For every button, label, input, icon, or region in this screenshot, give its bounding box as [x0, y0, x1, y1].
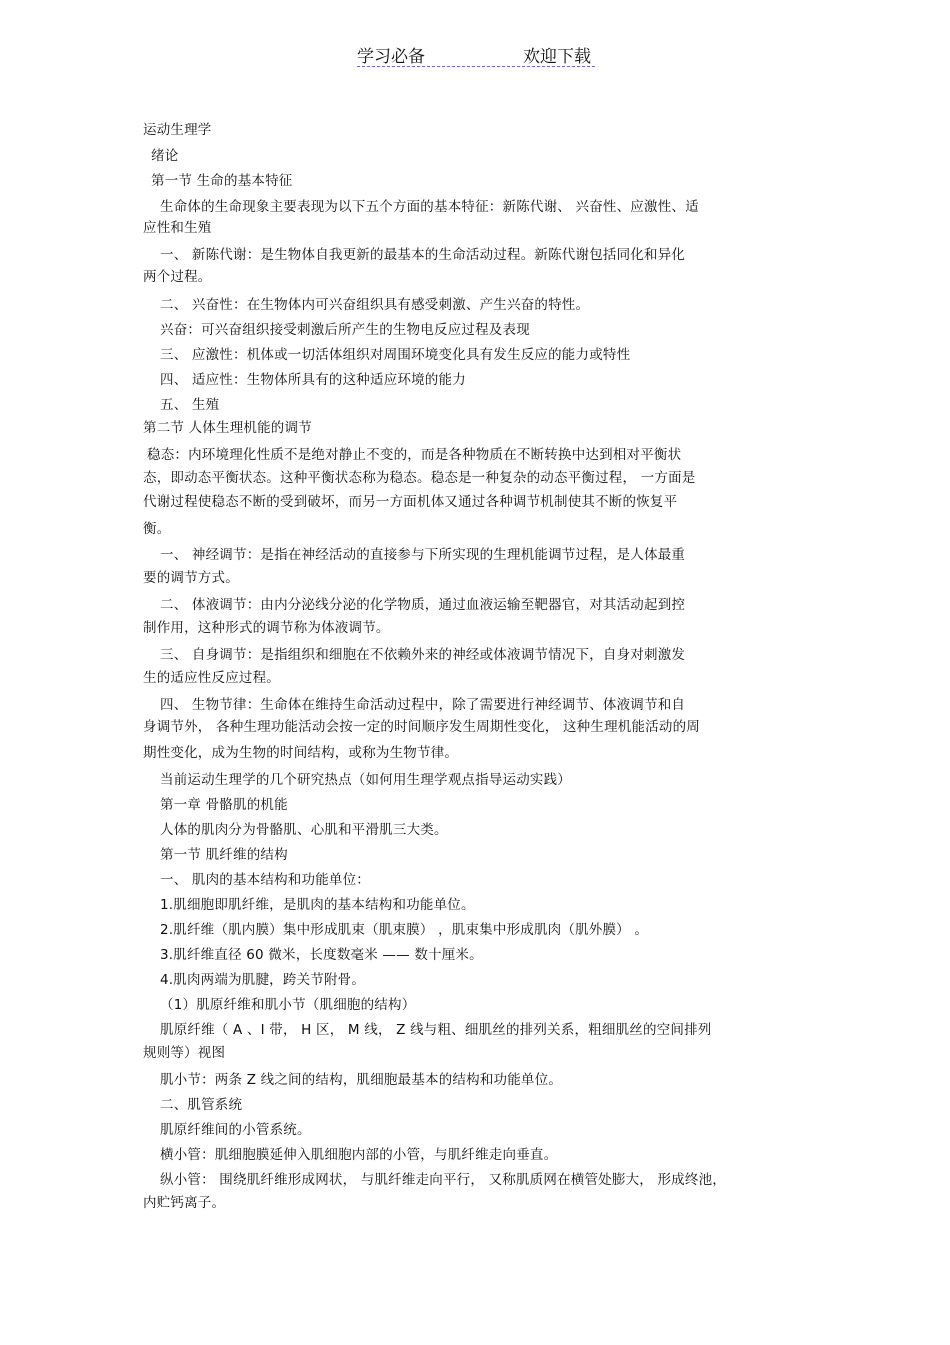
text-line: 内贮钙离子。 [143, 1195, 226, 1211]
text-line: 一、 肌肉的基本结构和功能单位： [160, 872, 370, 888]
text-line: 一、 神经调节：是指在神经活动的直接参与下所实现的生理机能调节过程，是人体最重 [160, 547, 686, 563]
text-line: 肌原纤维间的小管系统。 [160, 1122, 311, 1138]
text-line: 五、 生殖 [160, 397, 220, 413]
text-line: 四、 生物节律：生命体在维持生命活动过程中，除了需要进行神经调节、体液调节和自 [160, 697, 686, 713]
header-left-text: 学习必备 [357, 47, 425, 67]
text-line: 一、 新陈代谢：是生物体自我更新的最基本的生命活动过程。新陈代谢包括同化和异化 [160, 247, 686, 263]
text-line: 生的适应性反应过程。 [143, 670, 280, 686]
text-line: 衡。 [143, 521, 171, 537]
text-line: 纵小管： 围绕肌纤维形成网状， 与肌纤维走向平行， 又称肌质网在横管处膨大， 形成终池， [160, 1172, 726, 1188]
section-heading: 第一节 肌纤维的结构 [160, 847, 288, 863]
text-line: 肌小节：两条 Z 线之间的结构，肌细胞最基本的结构和功能单位。 [160, 1072, 563, 1088]
text-line: 三、 自身调节：是指组织和细胞在不依赖外来的神经或体液调节情况下，自身对刺激发 [160, 647, 686, 663]
text-line: 4.肌肉两端为肌腱，跨关节附骨。 [160, 972, 366, 988]
text-line: （1）肌原纤维和肌小节（肌细胞的结构） [160, 997, 416, 1013]
text-line: 四、 适应性：生物体所具有的这种适应环境的能力 [160, 372, 466, 388]
text-line: 要的调节方式。 [143, 570, 239, 586]
text-line: 3.肌纤维直径 60 微米，长度数毫米 —— 数十厘米。 [160, 947, 483, 963]
text-line: 横小管：肌细胞膜延伸入肌细胞内部的小管，与肌纤维走向垂直。 [160, 1147, 558, 1163]
section-heading: 第一节 生命的基本特征 [151, 173, 293, 189]
text-line: 人体的肌肉分为骨骼肌、心肌和平滑肌三大类。 [160, 822, 448, 838]
text-line: 生命体的生命现象主要表现为以下五个方面的基本特征：新陈代谢、 兴奋性、应激性、适 [160, 199, 699, 215]
section-heading: 绪论 [151, 148, 179, 164]
text-line: 当前运动生理学的几个研究热点（如何用生理学观点指导运动实践） [160, 772, 571, 788]
doc-title: 运动生理学 [143, 122, 212, 138]
text-line: 身调节外， 各种生理功能活动会按一定的时间顺序发生周期性变化， 这种生理机能活动的周 [143, 719, 700, 735]
header-right-text: 欢迎下载 [523, 47, 591, 67]
section-heading: 二、肌管系统 [160, 1097, 243, 1113]
section-heading: 第二节 人体生理机能的调节 [143, 420, 312, 436]
text-line: 二、 体液调节：由内分泌线分泌的化学物质，通过血液运输至靶器官，对其活动起到控 [160, 597, 686, 613]
text-line: 两个过程。 [143, 269, 212, 285]
page-header [357, 40, 595, 67]
text-line: 三、 应激性：机体或一切活体组织对周围环境变化具有发生反应的能力或特性 [160, 347, 631, 363]
text-line: 二、 兴奋性：在生物体内可兴奋组织具有感受刺激、产生兴奋的特性。 [160, 297, 590, 313]
text-line: 肌原纤维（ A 、I 带， H 区， M 线， Z 线与粗、细肌丝的排列关系，粗细肌丝的空间排列 [160, 1022, 712, 1038]
text-line: 制作用，这种形式的调节称为体液调节。 [143, 620, 390, 636]
section-heading: 第一章 骨骼肌的机能 [160, 797, 288, 813]
text-line: 态，即动态平衡状态。这种平衡状态称为稳态。稳态是一种复杂的动态平衡过程， 一方面是 [143, 470, 696, 486]
text-line: 2.肌纤维（肌内膜）集中形成肌束（肌束膜） ，肌束集中形成肌肉（肌外膜） 。 [160, 922, 649, 938]
text-line: 稳态：内环境理化性质不是绝对静止不变的，而是各种物质在不断转换中达到相对平衡状 [147, 447, 682, 463]
text-line: 期性变化，成为生物的时间结构，或称为生物节律。 [143, 745, 459, 761]
text-line: 1.肌细胞即肌纤维，是肌肉的基本结构和功能单位。 [160, 897, 475, 913]
text-line: 应性和生殖 [143, 220, 212, 236]
text-line: 代谢过程使稳态不断的受到破坏，而另一方面机体又通过各种调节机制使其不断的恢复平 [143, 494, 678, 510]
text-line: 规则等）视图 [143, 1045, 226, 1061]
text-line: 兴奋：可兴奋组织接受刺激后所产生的生物电反应过程及表现 [160, 322, 530, 338]
